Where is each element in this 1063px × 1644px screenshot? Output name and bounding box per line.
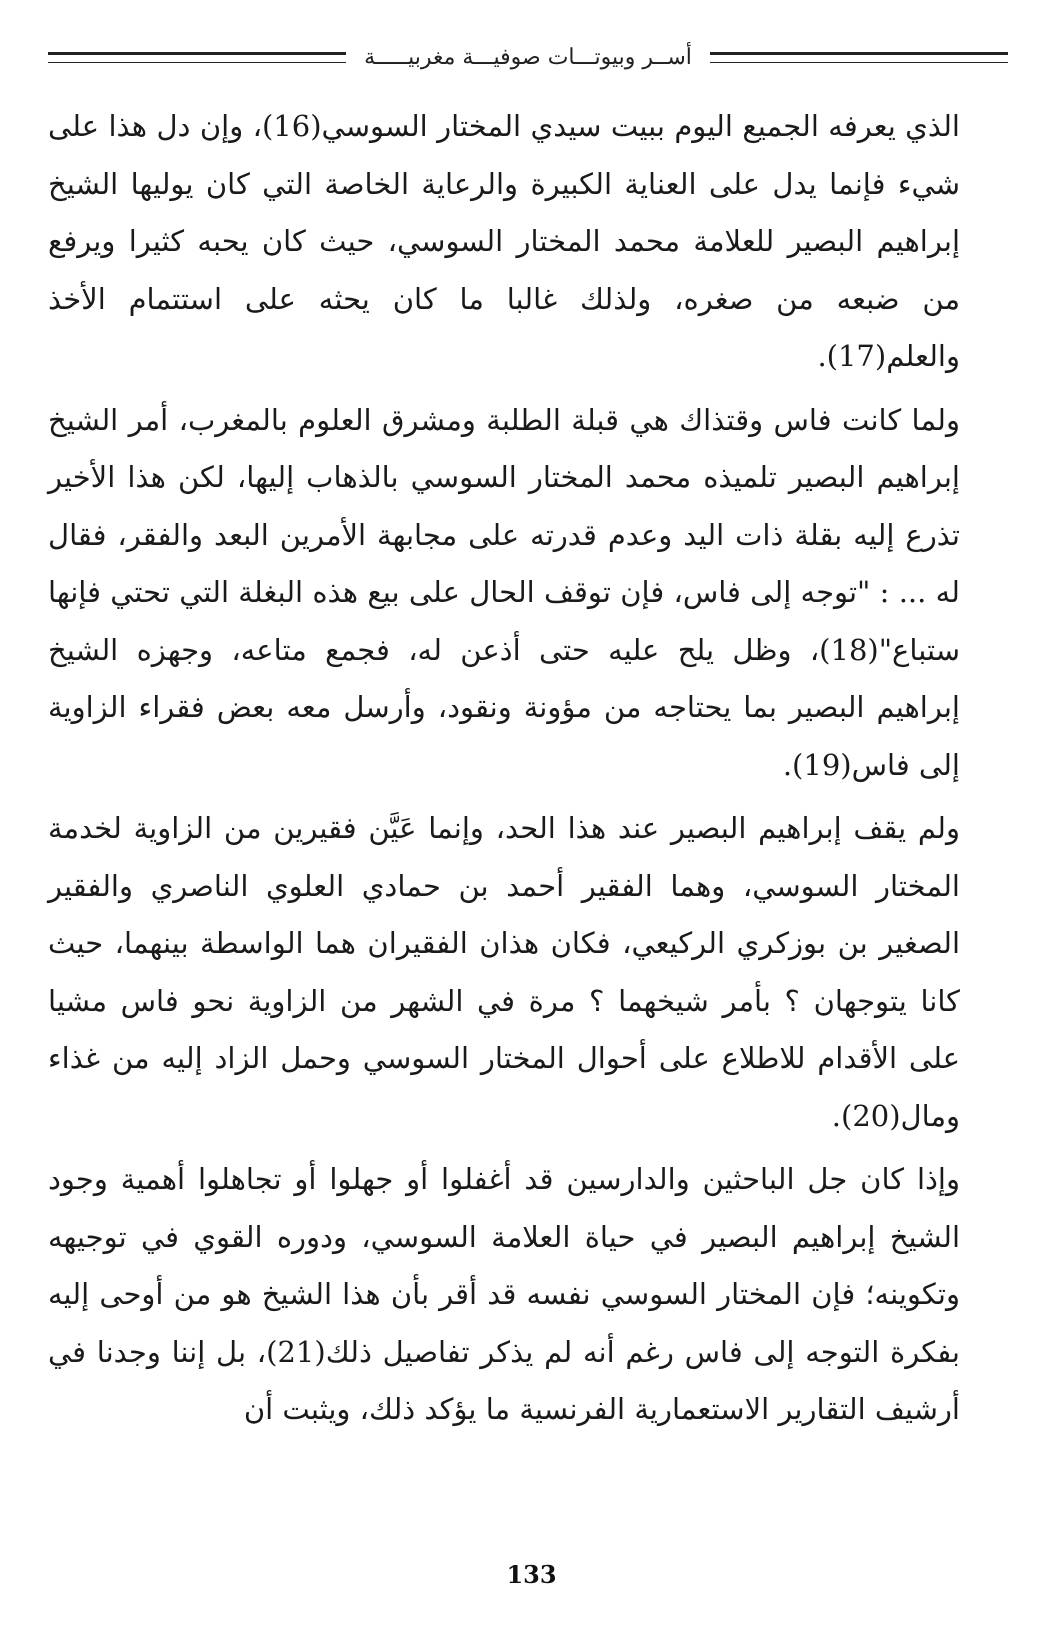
header-rule-left	[48, 52, 346, 63]
running-header	[48, 40, 1008, 74]
header-title: أســر وبيوتـــات صوفيـــة مغربيـــــة	[364, 44, 692, 70]
paragraph: وإذا كان جل الباحثين والدارسين قد أغفلوا أو جهلوا أو تجاهلوا أهمية وجود الشيخ إبراهيم البصير في حياة العلامة السوسي، ودوره القوي في توجيهه وتكوينه؛ فإن المختار السوسي نفسه قد أقر بأن هذا الشيخ هو من أوحى إليه بفكرة التوجه إلى فاس رغم أنه لم يذكر تفاصيل ذلك(21)، بل إننا وجدنا في أرشيف التقارير الاستعمارية الفرنسية ما يؤكد ذلك، ويثبت أن	[48, 1162, 961, 1426]
paragraph: ولما كانت فاس وقتذاك هي قبلة الطلبة ومشرق العلوم بالمغرب، أمر الشيخ إبراهيم البصير تلميذه محمد المختار السوسي بالذهاب إليها، لكن هذا الأخير تذرع إليه بقلة ذات اليد وعدم قدرته على مجابهة الأمرين البعد والفقر، فقال له ... : "توجه إلى فاس، فإن توقف الحال على بيع هذه البغلة التي تحتي فإنها ستباع"(18)، وظل يلح عليه حتى أذعن له، فجمع متاعه، وجهزه الشيخ إبراهيم البصير بما يحتاجه من مؤونة ونقود، وأرسل معه بعض فقراء الزاوية إلى فاس(19).	[48, 402, 960, 782]
paragraph: الذي يعرفه الجميع اليوم ببيت سيدي المختار السوسي(16)، وإن دل هذا على شيء فإنما يدل على العناية الكبيرة والرعاية الخاصة التي كان يوليها الشيخ إبراهيم البصير للعلامة محمد المختار السوسي، حيث كان يحبه كثيرا ويرفع من ضبعه من صغره، ولذلك غالبا ما كان يحثه على استتمام الأخذ والعلم(17).	[48, 109, 960, 373]
header-rule-right	[710, 52, 1008, 63]
page-number: 133	[506, 1560, 557, 1589]
paragraph: ولم يقف إبراهيم البصير عند هذا الحد، وإنما عَيَّن فقيرين من الزاوية لخدمة المختار السوسي، وهما الفقير أحمد بن حمادي العلوي الناصري والفقير الصغير بن بوزكري الركيعي، فكان هذان الفقيران هما الواسطة بينهما، حيث كانا يتوجهان ؟ بأمر شيخهما ؟ مرة في الشهر من الزاوية نحو فاس مشيا على الأقدام للاطلاع على أحوال المختار السوسي وحمل الزاد إليه من غذاء ومال(20).	[48, 811, 960, 1133]
page-body	[48, 98, 960, 1445]
